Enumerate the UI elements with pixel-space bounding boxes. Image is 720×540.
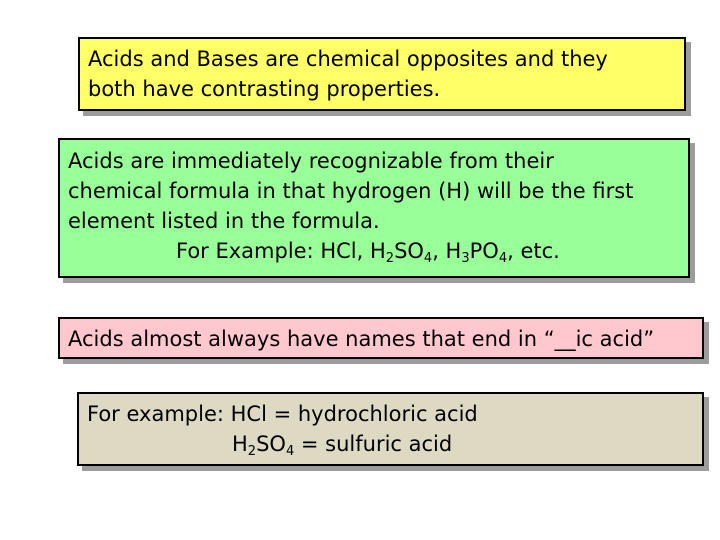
- acid-formula-line-2: chemical formula in that hydrogen (H) will be the first: [68, 179, 634, 203]
- intro-line-2: both have contrasting properties.: [88, 77, 441, 101]
- acid-formula-line-1: Acids are immediately recognizable from their: [68, 149, 554, 173]
- acid-naming-textbox: [58, 317, 704, 359]
- formula-example-line: [68, 236, 688, 266]
- naming-example-prefix: H: [232, 432, 248, 456]
- formula-example-text: , H: [432, 239, 462, 263]
- naming-example-line-1: For example: HCl = hydrochloric acid: [87, 402, 478, 426]
- acid-naming-text: Acids almost always have names that end in “__ic acid”: [68, 327, 655, 351]
- naming-example-line-2: [87, 429, 702, 459]
- formula-example-sub: 4: [423, 251, 433, 266]
- formula-example-sub: 2: [385, 251, 395, 266]
- naming-example-suffix: = sulfuric acid: [294, 432, 453, 456]
- naming-example-sub: 4: [285, 444, 295, 459]
- formula-example-text: PO: [469, 239, 499, 263]
- naming-example-textbox: [77, 392, 704, 466]
- formula-example-suffix: , etc.: [507, 239, 560, 263]
- formula-example-sub: 3: [461, 251, 470, 266]
- formula-example-text: SO: [394, 239, 424, 263]
- acid-formula-line-3: element listed in the formula.: [68, 209, 380, 233]
- formula-example-prefix: For Example: HCl, H: [176, 239, 386, 263]
- formula-example-sub: 4: [498, 251, 508, 266]
- acid-formula-textbox: [58, 138, 690, 278]
- naming-example-sub: 2: [247, 444, 257, 459]
- intro-line-1: Acids and Bases are chemical opposites and they: [88, 47, 608, 71]
- naming-example-text: SO: [256, 432, 286, 456]
- intro-textbox: [78, 37, 686, 111]
